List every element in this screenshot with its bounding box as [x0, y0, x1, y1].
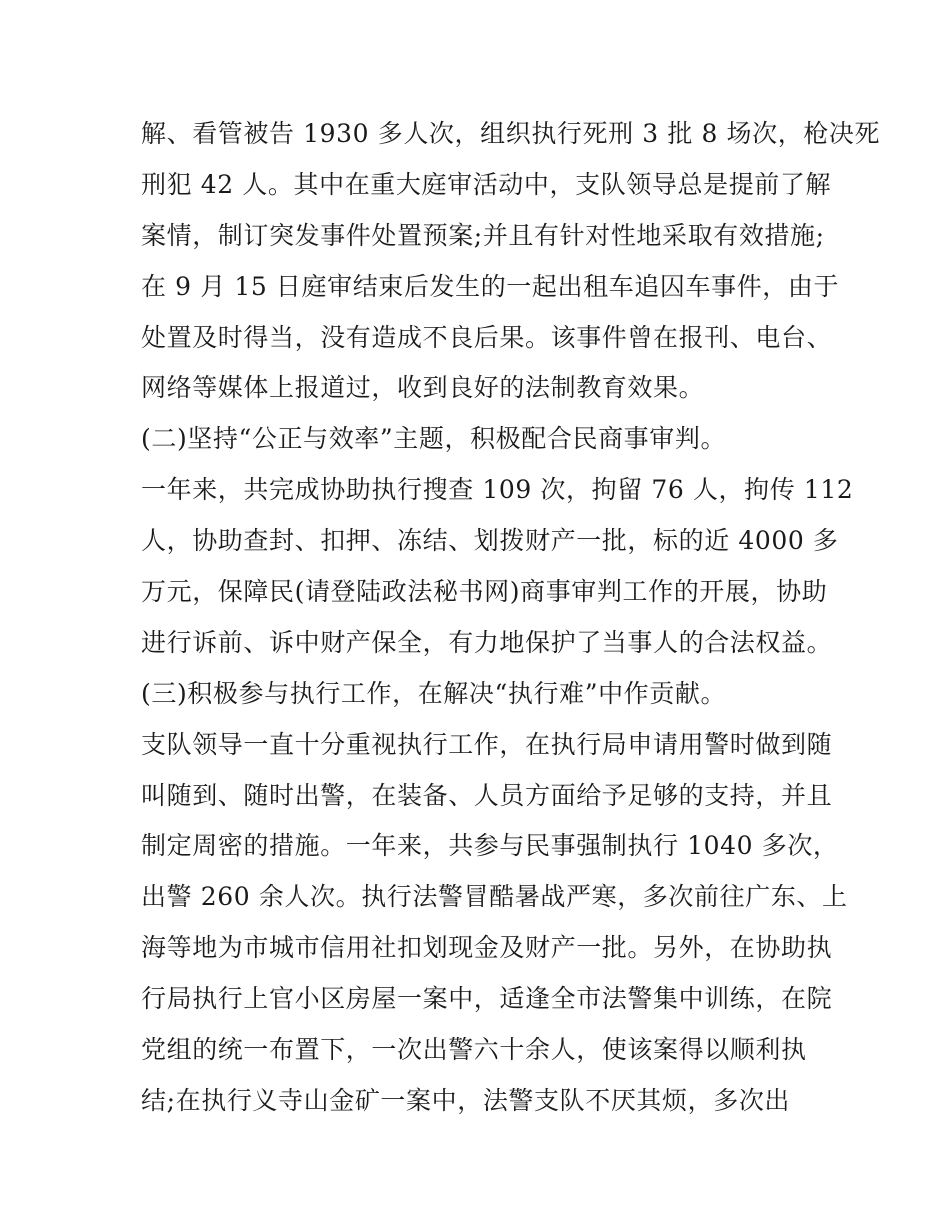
section-heading-2: (二)坚持“公正与效率”主题，积极配合民商事审判。	[141, 424, 727, 454]
text-line: 刑犯 42 人。其中在重大庭审活动中，支队领导总是提前了解	[141, 169, 832, 199]
text-line: 网络等媒体上报道过，收到良好的法制教育效果。	[141, 373, 705, 403]
text-line: 一年来，共完成协助执行搜查 109 次，拘留 76 人，拘传 112	[141, 475, 854, 505]
text-line: 在 9 月 15 日庭审结束后发生的一起出租车追囚车事件，由于	[141, 271, 840, 301]
text-line: 人，协助查封、扣押、冻结、划拨财产一批，标的近 4000 多	[141, 526, 839, 556]
text-line: 叫随到、随时出警，在装备、人员方面给予足够的支持，并且	[141, 780, 833, 810]
text-line: 案情，制订突发事件处置预案;并且有针对性地采取有效措施;	[141, 220, 825, 250]
text-line: 支队领导一直十分重视执行工作，在执行局申请用警时做到随	[141, 729, 833, 759]
text-line: 万元，保障民(请登陆政法秘书网)商事审判工作的开展，协助	[141, 577, 828, 607]
text-line: 解、看管被告 1930 多人次，组织执行死刑 3 批 8 场次，枪决死	[141, 119, 881, 148]
text-line: 结;在执行义寺山金矿一案中，法警支队不厌其烦，多次出	[141, 1085, 791, 1115]
text-line: 进行诉前、诉中财产保全，有力地保护了当事人的合法权益。	[141, 627, 833, 657]
text-line: 党组的统一布置下，一次出警六十余人，使该案得以顺利执	[141, 1035, 807, 1065]
body-text	[141, 109, 881, 1127]
text-line: 处置及时得当，没有造成不良后果。该事件曾在报刊、电台、	[141, 322, 833, 352]
text-line: 制定周密的措施。一年来，共参与民事强制执行 1040 多次，	[141, 831, 839, 861]
text-line: 出警 260 余人次。执行法警冒酷暑战严寒，多次前往广东、上	[141, 882, 848, 912]
section-heading-3: (三)积极参与执行工作，在解决“执行难”中作贡献。	[141, 678, 727, 708]
text-line: 海等地为市城市信用社扣划现金及财产一批。另外，在协助执	[141, 933, 833, 963]
text-line: 行局执行上官小区房屋一案中，适逢全市法警集中训练，在院	[141, 984, 833, 1014]
